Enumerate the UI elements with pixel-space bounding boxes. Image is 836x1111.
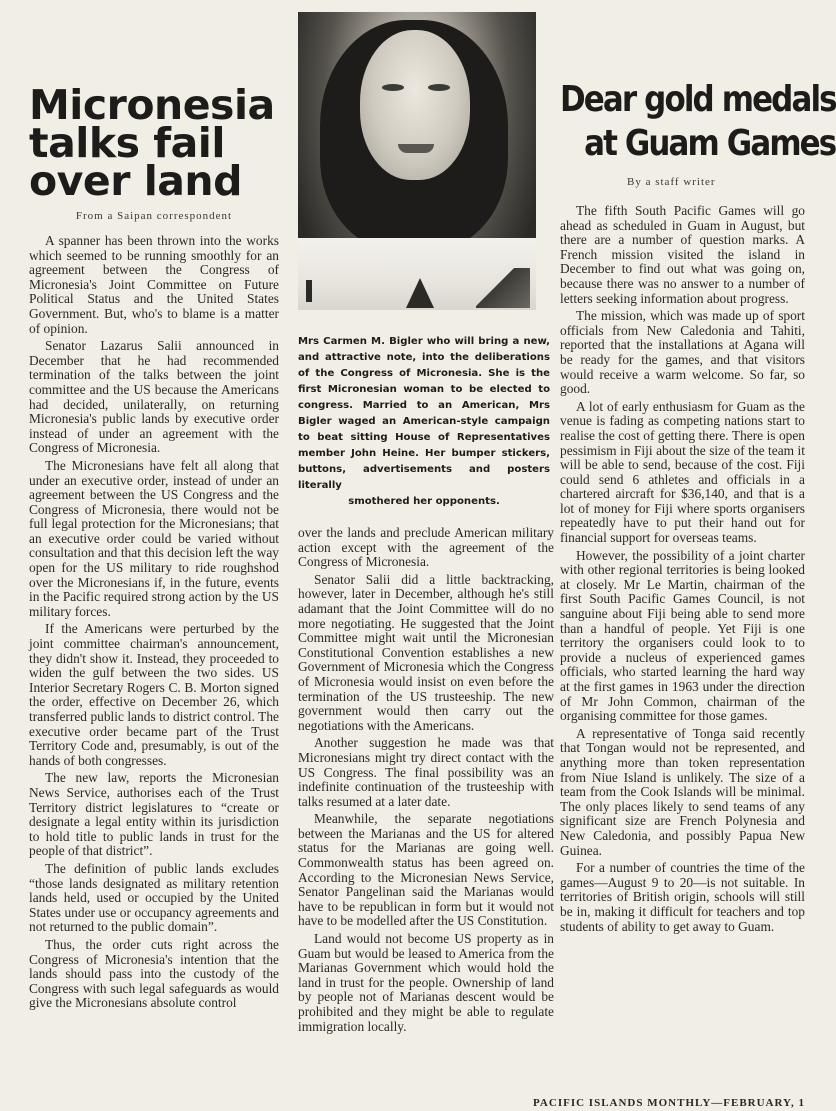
paragraph: Meanwhile, the separate negotiations between the Marianas and the US for altered status for the Marianas are going well. Commonwealth status has been agreed on. According to the Micronesian News Service, Senator Pangelinan said the Marianas would have to be republican in form but it would not have to be modelled after the US Constitution. (298, 811, 554, 929)
paragraph: The definition of public lands excludes “those lands designated as military retention lands held, used or occupied by the United States under use or occupancy agreements and not returned to the public domain”. (29, 860, 279, 935)
right-article-body (560, 204, 805, 934)
right-byline: By a staff writer (627, 176, 716, 188)
left-byline: From a Saipan correspondent (75, 210, 233, 222)
right-headline-line1: Dear gold medals (560, 79, 836, 120)
paragraph: The mission, which was made up of sport officials from New Caledonia and Tahiti, reported that the installations at Agana will be ready for the games, and that visitors would receive a warm welcome. So far, so good. (560, 308, 805, 397)
portrait-photo (298, 12, 536, 310)
photo-mark (476, 268, 530, 308)
paragraph: The new law, reports the Micronesian News Service, authorises each of the Trust Territory district legislatures to “create or designate a legal entity within its jurisdiction to hold title to public lands in trust for the people of that district”. (29, 770, 279, 859)
paragraph: Senator Lazarus Salii announced in December that he had recommended termination of the talks between the joint committee and the US because the Americans had decided, unilaterally, on returning Micronesia's public lands by executive order instead of under an agreement with the Congress of Micronesia. (29, 338, 279, 456)
caption-text: Mrs Carmen M. Bigler who will bring a new, and attractive note, into the deliberations of the Congress of Micronesia. She is the first Micronesian woman to be elected to congress. Married to an American, Mrs Bigler waged an American-style campaign to beat sitting House of Representatives member John Heine. Her bumper stickers, buttons, advertisements and posters literally (298, 336, 550, 491)
paragraph: over the lands and preclude American military action except with the agreement of the Congress of Micronesia. (298, 525, 554, 570)
paragraph: If the Americans were perturbed by the joint committee chairman's announcement, they didn't show it. Instead, they proceeded to widen the gulf between the two sides. US Interior Secretary Rogers C. B. Morton signed the order, effective on December 26, which transferred public lands to district control. The executive order became part of the Trust Territory Code and, presumably, is out of the hands of both congresses. (29, 621, 279, 768)
photo-eye-shape (428, 84, 450, 91)
paragraph: Another suggestion he made was that Micronesians might try direct contact with the US Congress. The final possibility was an indefinite continuation of the trusteeship with talks resumed at a later date. (298, 735, 554, 809)
center-article-body (298, 526, 554, 1034)
left-article (29, 81, 279, 1014)
paragraph: The Micronesians have felt all along that under an executive order, instead of under an agreement between the US Congress and the Congress of Micronesia, there would not be full legal protection for the Micronesians; that an executive order could be varied without consultation and that this decision left the way open for the US military to ride roughshod over the Micronesians if, in the future, events in the Pacific required strong action by the US military forces. (29, 457, 279, 619)
paragraph: However, the possibility of a joint charter with other regional territories is being looked at closely. Mr Le Martin, chairman of the first South Pacific Games Council, is not sanguine about Fiji being able to send more than a handful of people. Yet Fiji is one territory the organisers could look to to provide a nucleus of experienced games officials, who started learning the hard way at the first games in 1963 under the direction of Mr John Common, chairman of the organising committee for those games. (560, 547, 805, 724)
left-headline: Micronesia talks fail over land (29, 81, 275, 205)
paragraph: Thus, the order cuts right across the Congress of Micronesia's intention that the lands should pass into the custody of the Congress with such legal safeguards as would give the Micronesians absolute control (29, 936, 279, 1011)
right-headline-line2: at Guam Games (584, 123, 836, 164)
photo-mouth-shape (398, 144, 434, 153)
center-column (298, 12, 554, 1037)
paragraph: A spanner has been thrown into the works which seemed to be running smoothly for an agreement between the Congress of Micronesia's Joint Committee on Future Political Status and the United States Government. But, who's to blame is a matter of opinion. (29, 233, 279, 336)
page-footer: PACIFIC ISLANDS MONTHLY—FEBRUARY, 1 (533, 1097, 805, 1109)
caption-last-line: smothered her opponents. (348, 496, 500, 507)
paragraph: Land would not become US property as in Guam but would be leased to America from the Marianas Government which would hold the land in trust for the people. Ownership of land by people not of Marianas descent would be prohibited and they might be able to regulate immigration locally. (298, 931, 554, 1034)
photo-face-shape (360, 30, 470, 180)
photo-caption (298, 334, 554, 510)
paragraph: A lot of early enthusiasm for Guam as the venue is fading as competing nations start to realise the cost of getting there. There is open pessimism in Fiji about the size of the team it will be able to send, because of the cost. Fiji could send 6 athletes and officials in a chartered aircraft for $36,140, and that is a lot of money for Fiji where sports organisers repeatedly have to put their hand out for financial support for overseas teams. (560, 398, 805, 546)
paragraph: For a number of countries the time of the games—August 9 to 20—is not suitable. In territories of British origin, schools will still be in, making it difficult for teachers and top students of ability to get away to Guam. (560, 860, 805, 934)
photo-mark (306, 280, 312, 302)
paragraph: The fifth South Pacific Games will go ahead as scheduled in Guam in August, but there are a number of question marks. A French mission visited the island in December to find out what was going on, because there was no answer to a number of letters seeking information about progress. (560, 203, 805, 306)
photo-eye-shape (382, 84, 404, 91)
right-headline (560, 78, 836, 166)
right-article (560, 78, 836, 937)
paragraph: A representative of Tonga said recently that Tongan would not be represented, and anything more than token representation from Niue Island is unlikely. The size of a team from the Cook Islands will be minimal. The only places likely to send teams of any significant size are French Polynesia and New Caledonia, and possibly Papua New Guinea. (560, 725, 805, 858)
left-article-body (29, 234, 279, 1011)
photo-mark (406, 278, 434, 308)
paragraph: Senator Salii did a little backtracking, however, later in December, although he's still adamant that the Joint Committee will do no more negotiating. He suggested that the Joint Committee might wait until the Micronesian Constitutional Convention establishes a new Government of Micronesia which the Congress of Micronesia would insist on even before the termination of the US trusteeship. The new government would then carry out the negotiations with the Americans. (298, 571, 554, 733)
